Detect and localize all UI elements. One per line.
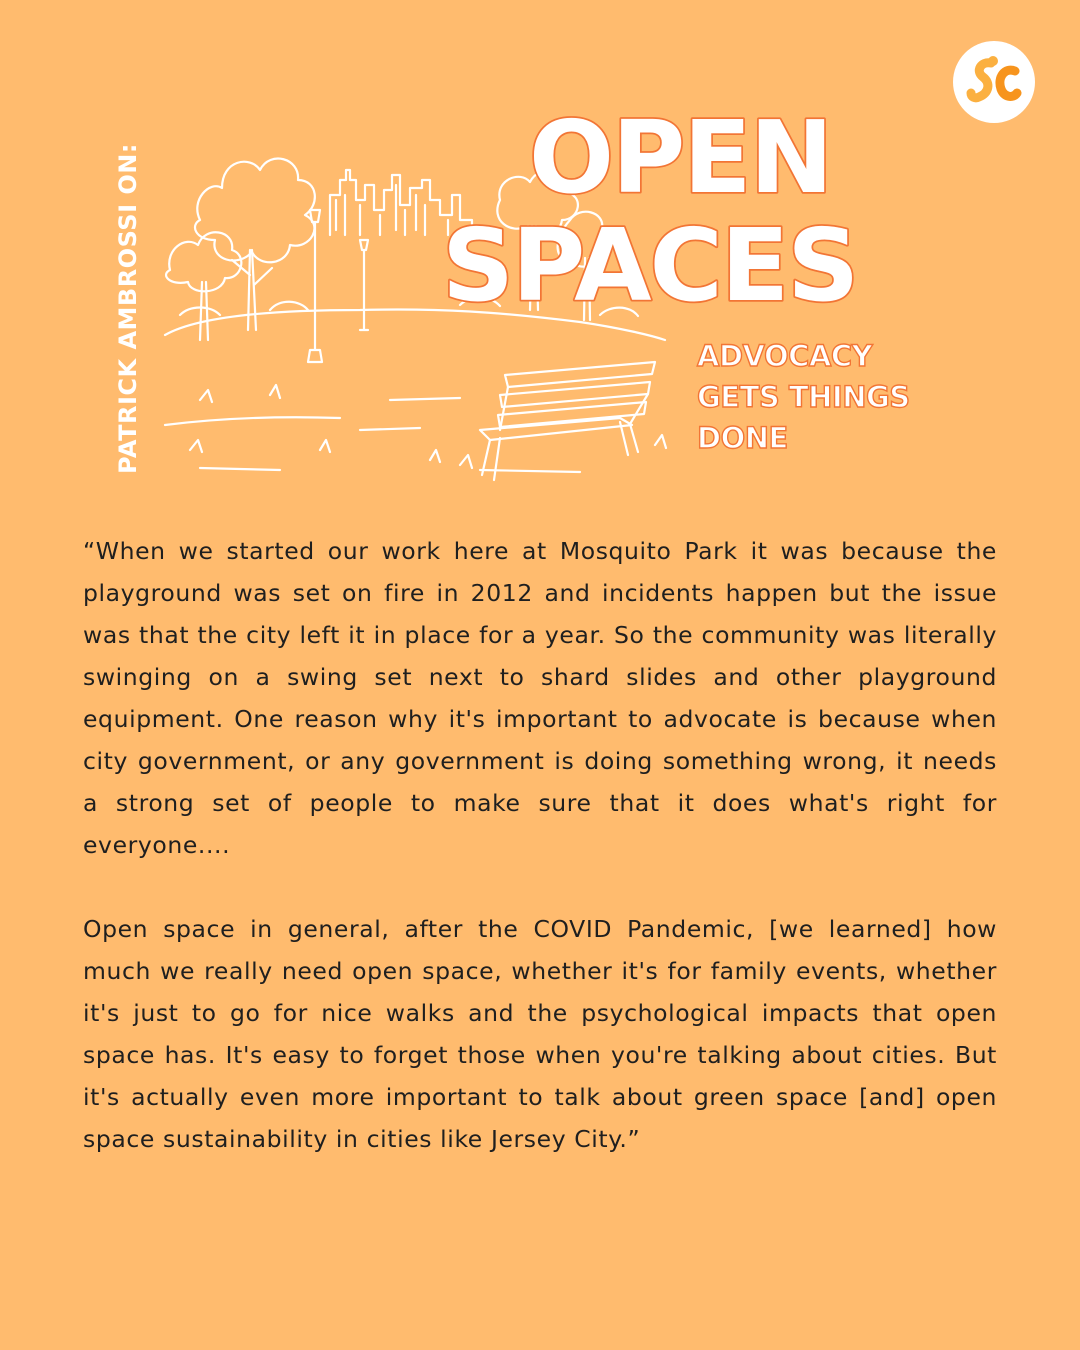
speaker-label: PATRICK AMBROSSI ON: bbox=[114, 143, 142, 474]
subtitle-line: GETS THINGS bbox=[697, 380, 910, 414]
title-line-open: OPEN bbox=[529, 100, 832, 216]
subtitle-line: ADVOCACY bbox=[697, 339, 873, 373]
subtitle bbox=[697, 336, 910, 459]
page-title bbox=[440, 100, 1000, 320]
quote-body bbox=[83, 530, 997, 1202]
subtitle-line: DONE bbox=[697, 421, 788, 455]
quote-paragraph: Open space in general, after the COVID Pandemic, [we learned] how much we really need open space, whether it's for family events, whether it's just to go for nice walks and the psychological impacts that open space has. It's easy to forget those when you're talking about cities. But it's actually even more important to talk about green space [and] open space sustainability in cities like Jersey City.” bbox=[83, 915, 997, 1153]
title-line-spaces: SPACES bbox=[442, 207, 858, 320]
quote-paragraph: “When we started our work here at Mosquito Park it was because the playground was set on fire in 2012 and incidents happen but the issue was that the city left it in place for a year. So the community was literally swinging on a swing set next to shard slides and other playground equipment. One reason why it's important to advocate is because when city government, or any government is doing something wrong, it needs a strong set of people to make sure that it does what's right for everyone.... bbox=[83, 537, 997, 859]
